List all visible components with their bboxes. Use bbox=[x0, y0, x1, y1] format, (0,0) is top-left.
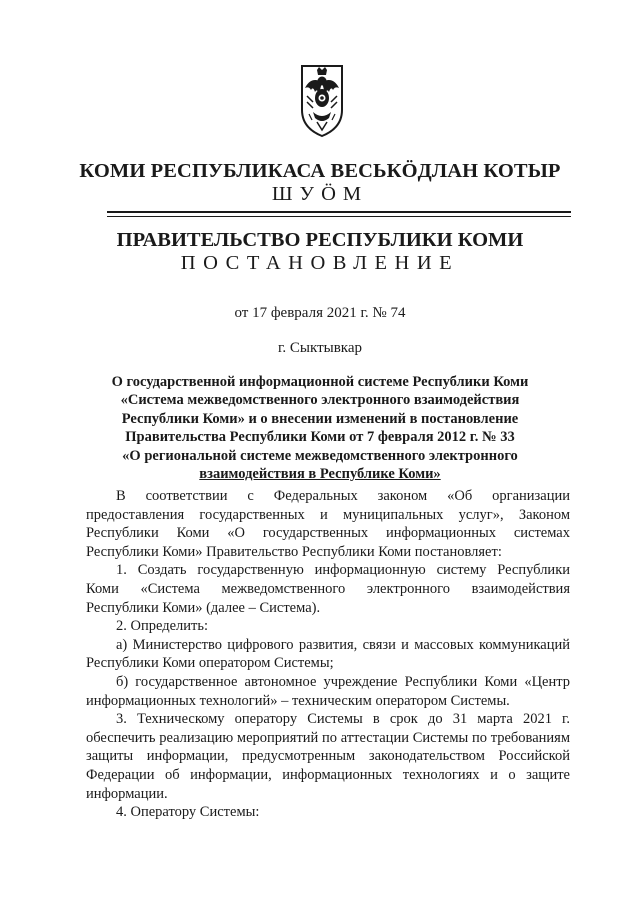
document-body bbox=[86, 487, 570, 822]
header-divider-thin bbox=[107, 216, 571, 217]
russian-doc-type: ПОСТАНОВЛЕНИЕ bbox=[180, 252, 460, 274]
title-line: «О региональной системе межведомственного электронного bbox=[122, 447, 518, 464]
body-paragraph: 3. Техническому оператору Системы в срок до 31 марта 2021 г. обеспечить реализацию мероприятий по аттестации Системы по требованиям защиты информации, предусмотренным законодательством Российской Федерации об информации, информационных технологиях и о защите информации. bbox=[86, 711, 570, 802]
title-line-underlined bbox=[100, 465, 540, 483]
header-divider-thick bbox=[107, 211, 571, 213]
document-title bbox=[100, 373, 540, 483]
city: г. Сыктывкар bbox=[277, 340, 363, 356]
body-paragraph: 2. Определить: bbox=[116, 618, 209, 635]
body-paragraph: В соответствии с Федеральных законом «Об организации предоставления государственных и муниципальных услуг», Законом Республики Коми «О государственных информационных системах Республики Коми» Правительство Республики Коми постановляет: bbox=[86, 488, 570, 560]
coat-of-arms-icon bbox=[299, 62, 345, 138]
title-line: О государственной информационной системе Республики Коми bbox=[111, 374, 529, 390]
title-line: Правительства Республики Коми от 7 февраля 2012 г. № 33 bbox=[125, 429, 515, 446]
body-paragraph: б) государственное автономное учреждение Республики Коми «Центр информационных технологий» – техническим оператором Системы. bbox=[86, 673, 570, 709]
title-line: «Система межведомственного электронного взаимодействия bbox=[120, 392, 520, 409]
komi-doc-type: ШУӦМ bbox=[271, 183, 369, 205]
body-paragraph: 1. Создать государственную информационную систему Республики Коми «Система межведомственного электронного взаимодействия Республики Коми» (далее – Система). bbox=[86, 562, 570, 616]
body-paragraph: а) Министерство цифрового развития, связи и массовых коммуникаций Республики Коми оператором Системы; bbox=[86, 636, 570, 672]
government-header-line: ПРАВИТЕЛЬСТВО РЕСПУБЛИКИ КОМИ bbox=[116, 229, 524, 251]
date-and-number: от 17 февраля 2021 г. № 74 bbox=[234, 305, 406, 321]
body-paragraph: 4. Оператору Системы: bbox=[116, 804, 260, 821]
title-line: Республики Коми» и о внесении изменений в постановление bbox=[121, 410, 519, 427]
title-last-line: взаимодействия в Республике Коми» bbox=[199, 466, 441, 483]
komi-header-line: КОМИ РЕСПУБЛИКАСА ВЕСЬКӦДЛАН КОТЫР bbox=[79, 160, 561, 182]
